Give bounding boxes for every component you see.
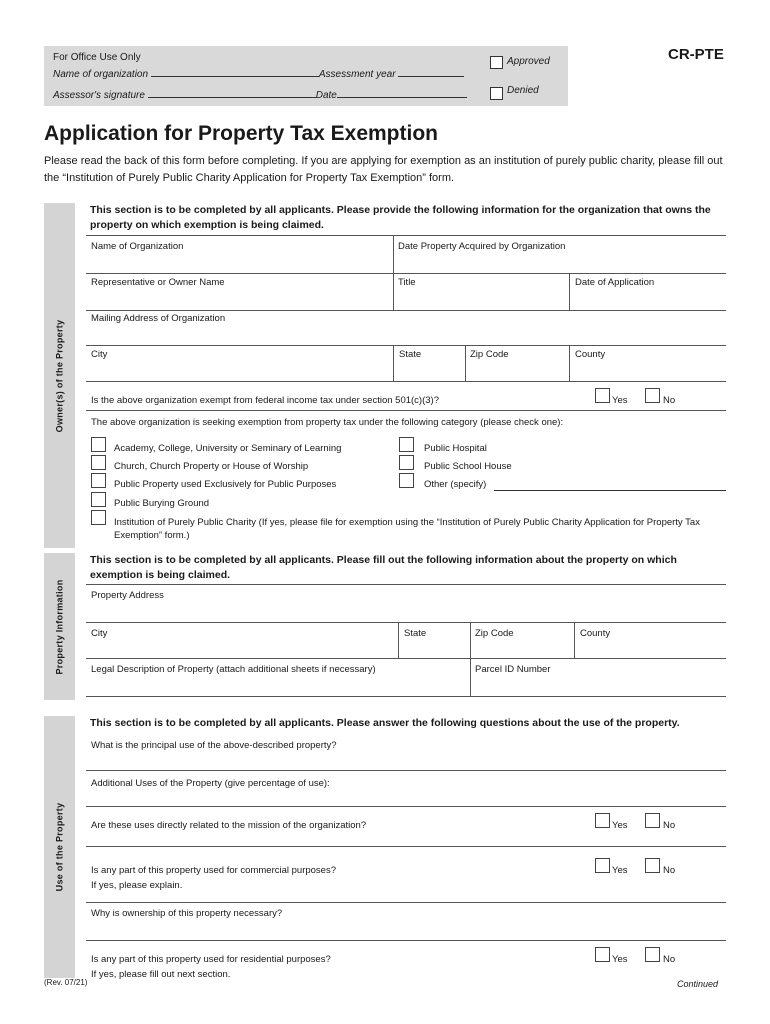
denied-checkbox[interactable] xyxy=(490,87,503,100)
residential-next-section: If yes, please fill out next section. xyxy=(91,969,231,980)
denied-label: Denied xyxy=(507,85,539,96)
cat-school-label: Public School House xyxy=(424,461,512,472)
property-county-label: County xyxy=(580,628,611,639)
cat-school-checkbox[interactable] xyxy=(399,455,414,470)
commercial-no-checkbox[interactable] xyxy=(645,858,660,873)
cat-hospital-checkbox[interactable] xyxy=(399,437,414,452)
ownership-input[interactable] xyxy=(86,920,726,940)
property-city-label: City xyxy=(91,628,108,639)
residential-no-checkbox[interactable] xyxy=(645,947,660,962)
date-application-input[interactable] xyxy=(570,289,726,309)
cat-public-charity-label: Institution of Purely Public Charity (If yes, please file for exemption using the “Institution of Purely Public Charity Application for Property Tax Exemption” form.) xyxy=(114,517,700,541)
category-question: The above organization is seeking exemption from property tax under the following category (please check one): xyxy=(91,417,564,428)
property-state-label: State xyxy=(404,628,427,639)
cat-public-property-checkbox[interactable] xyxy=(91,473,106,488)
office-use-heading: For Office Use Only xyxy=(53,52,141,63)
date-acquired-input[interactable] xyxy=(394,252,726,272)
exempt-no-checkbox[interactable] xyxy=(645,388,660,403)
revision-label: (Rev. 07/21) xyxy=(44,978,88,987)
owners-heading: This section is to be completed by all applicants. Please provide the following information for the organization that owns the property on which exemption is being claimed. xyxy=(90,204,711,231)
assessment-year-field[interactable] xyxy=(398,67,464,77)
office-date-label: Date xyxy=(315,90,337,101)
residential-yes-label: Yes xyxy=(612,954,628,965)
cat-church-label: Church, Church Property or House of Worship xyxy=(114,461,309,472)
office-date-field[interactable] xyxy=(337,88,467,98)
property-zip-label: Zip Code xyxy=(475,628,514,639)
residential-yes-checkbox[interactable] xyxy=(595,947,610,962)
cat-public-charity-checkbox[interactable] xyxy=(91,510,106,525)
property-side-label: Property Information xyxy=(54,578,65,675)
parcel-id-label: Parcel ID Number xyxy=(475,664,551,675)
owner-city-label: City xyxy=(91,349,108,360)
residential-question: Is any part of this property used for residential purposes? xyxy=(91,954,331,965)
cat-academy-checkbox[interactable] xyxy=(91,437,106,452)
additional-uses-input[interactable] xyxy=(86,790,726,806)
mailing-address-input[interactable] xyxy=(86,325,726,345)
principal-use-question: What is the principal use of the above-described property? xyxy=(91,740,337,751)
use-side-label: Use of the Property xyxy=(54,802,65,892)
approved-label: Approved xyxy=(507,56,550,67)
office-use-box xyxy=(44,46,568,106)
assessment-year-label: Assessment year xyxy=(318,69,396,80)
assessor-signature-label: Assessor's signature xyxy=(53,90,145,101)
exempt-yes-label: Yes xyxy=(612,395,628,406)
org-name-input[interactable] xyxy=(86,252,393,272)
mission-question: Are these uses directly related to the mission of the organization? xyxy=(91,820,367,831)
exempt-yes-checkbox[interactable] xyxy=(595,388,610,403)
owners-side-label: Owner(s) of the Property xyxy=(54,319,65,432)
mission-yes-label: Yes xyxy=(612,820,628,831)
ownership-question: Why is ownership of this property necessary? xyxy=(91,908,283,919)
property-heading: This section is to be completed by all applicants. Please fill out the following information about the property on which exemption is being claimed. xyxy=(90,554,677,581)
org-name-field-label: Name of Organization xyxy=(91,241,184,252)
page-title: Application for Property Tax Exemption xyxy=(44,122,438,145)
use-heading: This section is to be completed by all applicants. Please answer the following questions about the use of the property. xyxy=(90,717,680,729)
commercial-question: Is any part of this property used for commercial purposes? xyxy=(91,865,337,876)
approved-checkbox[interactable] xyxy=(490,56,503,69)
date-acquired-label: Date Property Acquired by Organization xyxy=(398,241,566,252)
mission-no-label: No xyxy=(663,820,676,831)
form-id: CR-PTE xyxy=(668,46,724,63)
title-label: Title xyxy=(398,277,416,288)
cat-other-input[interactable] xyxy=(494,490,726,491)
cat-other-label: Other (specify) xyxy=(424,479,487,490)
org-name-label: Name of organization xyxy=(53,69,149,80)
commercial-no-label: No xyxy=(663,865,676,876)
commercial-yes-checkbox[interactable] xyxy=(595,858,610,873)
exempt-no-label: No xyxy=(663,395,676,406)
rep-name-input[interactable] xyxy=(86,289,393,309)
owner-zip-label: Zip Code xyxy=(470,349,509,360)
property-address-input[interactable] xyxy=(86,602,726,622)
cat-public-property-label: Public Property used Exclusively for Public Purposes xyxy=(114,479,337,490)
cat-academy-label: Academy, College, University or Seminary of Learning xyxy=(114,443,342,454)
cat-church-checkbox[interactable] xyxy=(91,455,106,470)
org-name-field[interactable] xyxy=(151,67,319,77)
rep-name-label: Representative or Owner Name xyxy=(91,277,225,288)
residential-no-label: No xyxy=(663,954,676,965)
cat-other-checkbox[interactable] xyxy=(399,473,414,488)
mailing-address-label: Mailing Address of Organization xyxy=(91,313,226,324)
cat-burying-ground-label: Public Burying Ground xyxy=(114,498,210,509)
cat-burying-ground-checkbox[interactable] xyxy=(91,492,106,507)
exempt-question: Is the above organization exempt from federal income tax under section 501(c)(3)? xyxy=(91,395,439,406)
date-application-label: Date of Application xyxy=(575,277,655,288)
additional-uses-question: Additional Uses of the Property (give percentage of use): xyxy=(91,778,330,789)
owner-county-label: County xyxy=(575,349,606,360)
mission-no-checkbox[interactable] xyxy=(645,813,660,828)
intro-text: Please read the back of this form before completing. If you are applying for exemption as an institution of purely public charity, please fill out the “Institution of Purely Public Charity Application for Property Tax Exemption” form. xyxy=(44,155,723,184)
property-address-label: Property Address xyxy=(91,590,164,601)
legal-description-label: Legal Description of Property (attach additional sheets if necessary) xyxy=(91,664,376,675)
commercial-explain: If yes, please explain. xyxy=(91,880,183,891)
cat-hospital-label: Public Hospital xyxy=(424,443,487,454)
owner-state-label: State xyxy=(399,349,422,360)
assessor-signature-field[interactable] xyxy=(148,88,316,98)
commercial-yes-label: Yes xyxy=(612,865,628,876)
principal-use-input[interactable] xyxy=(86,752,726,770)
mission-yes-checkbox[interactable] xyxy=(595,813,610,828)
title-input[interactable] xyxy=(394,289,569,309)
continued-label: Continued xyxy=(677,979,719,989)
